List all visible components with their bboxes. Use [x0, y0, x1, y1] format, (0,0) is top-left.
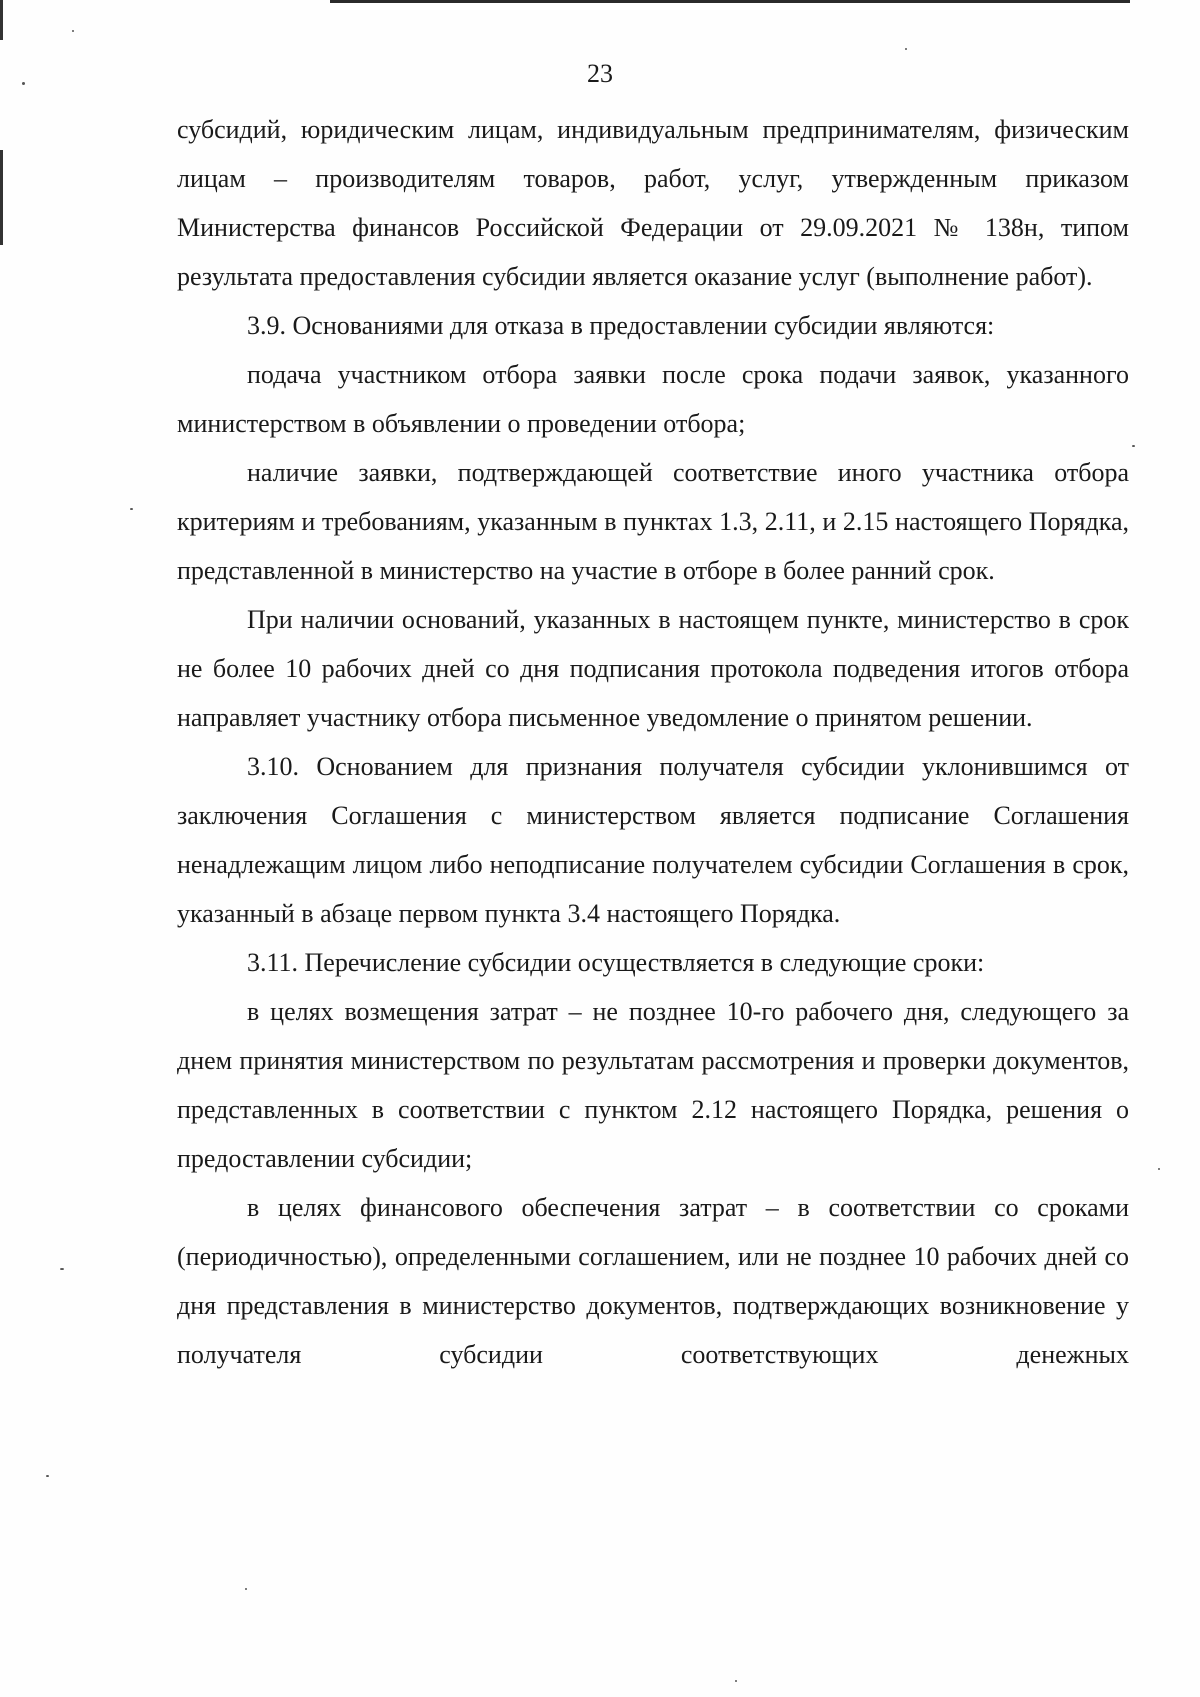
paragraph-3-10: 3.10. Основанием для признания получателя субсидии уклонившимся от заключения Соглашения с министерством является подписание Соглашения ненадлежащим лицом либо неподписание получателем субсидии Соглашения в срок, указанный в абзаце первом пункта 3.4 настоящего Порядка.	[177, 752, 1129, 928]
scan-speck	[735, 1680, 737, 1682]
paragraph-financial-support: в целях финансового обеспечения затрат – в соответствии со сроками (периодичностью), определенными соглашением, или не позднее 10 рабочих дней со дня представления в министерство документов, подтверждающих возникновение у получателя субсидии соответствующих денежных	[177, 1193, 1129, 1369]
paragraph-3-9: 3.9. Основаниями для отказа в предоставлении субсидии являются:	[247, 311, 995, 340]
paragraph-cost-reimbursement: в целях возмещения затрат – не позднее 10-го рабочего дня, следующего за днем принятия министерством по результатам рассмотрения и проверки документов, представленных в соответствии с пунктом 2.12 настоящего Порядка, решения о предоставлении субсидии;	[177, 997, 1129, 1173]
paragraph-refusal-late-submission: подача участником отбора заявки после срока подачи заявок, указанного министерством в объявлении о проведении отбора;	[177, 360, 1129, 438]
paragraph-continuation: субсидий, юридическим лицам, индивидуальным предпринимателям, физическим лицам – производителям товаров, работ, услуг, утвержденным приказом Министерства финансов Российской Федерации от 29.09.2021 № 138н, типом результата предоставления субсидии является оказание услуг (выполнение работ).	[177, 115, 1129, 291]
page-number: 23	[587, 59, 613, 88]
paragraph-refusal-earlier-application: наличие заявки, подтверждающей соответствие иного участника отбора критериям и требованиям, указанным в пунктах 1.3, 2.11, и 2.15 настоящего Порядка, представленной в министерство на участие в отборе в более ранний срок.	[177, 458, 1129, 585]
scan-speck	[905, 48, 907, 50]
paragraph-3-11: 3.11. Перечисление субсидии осуществляется в следующие сроки:	[247, 948, 985, 977]
scan-speck	[60, 1268, 64, 1270]
scan-speck	[1158, 1168, 1160, 1170]
scan-speck	[22, 82, 25, 85]
document-body	[177, 105, 1129, 1379]
scan-speck	[130, 508, 133, 510]
scan-speck	[1132, 445, 1135, 447]
paragraph-notification: При наличии оснований, указанных в настоящем пункте, министерство в срок не более 10 рабочих дней со дня подписания протокола подведения итогов отбора направляет участнику отбора письменное уведомление о принятом решении.	[177, 605, 1129, 732]
scan-speck	[46, 1475, 49, 1477]
scan-left-edge-mark	[0, 0, 3, 40]
scan-left-edge-mark	[0, 150, 3, 245]
scan-speck	[245, 1588, 247, 1590]
scan-top-border	[330, 0, 1130, 3]
scan-speck	[72, 30, 74, 32]
